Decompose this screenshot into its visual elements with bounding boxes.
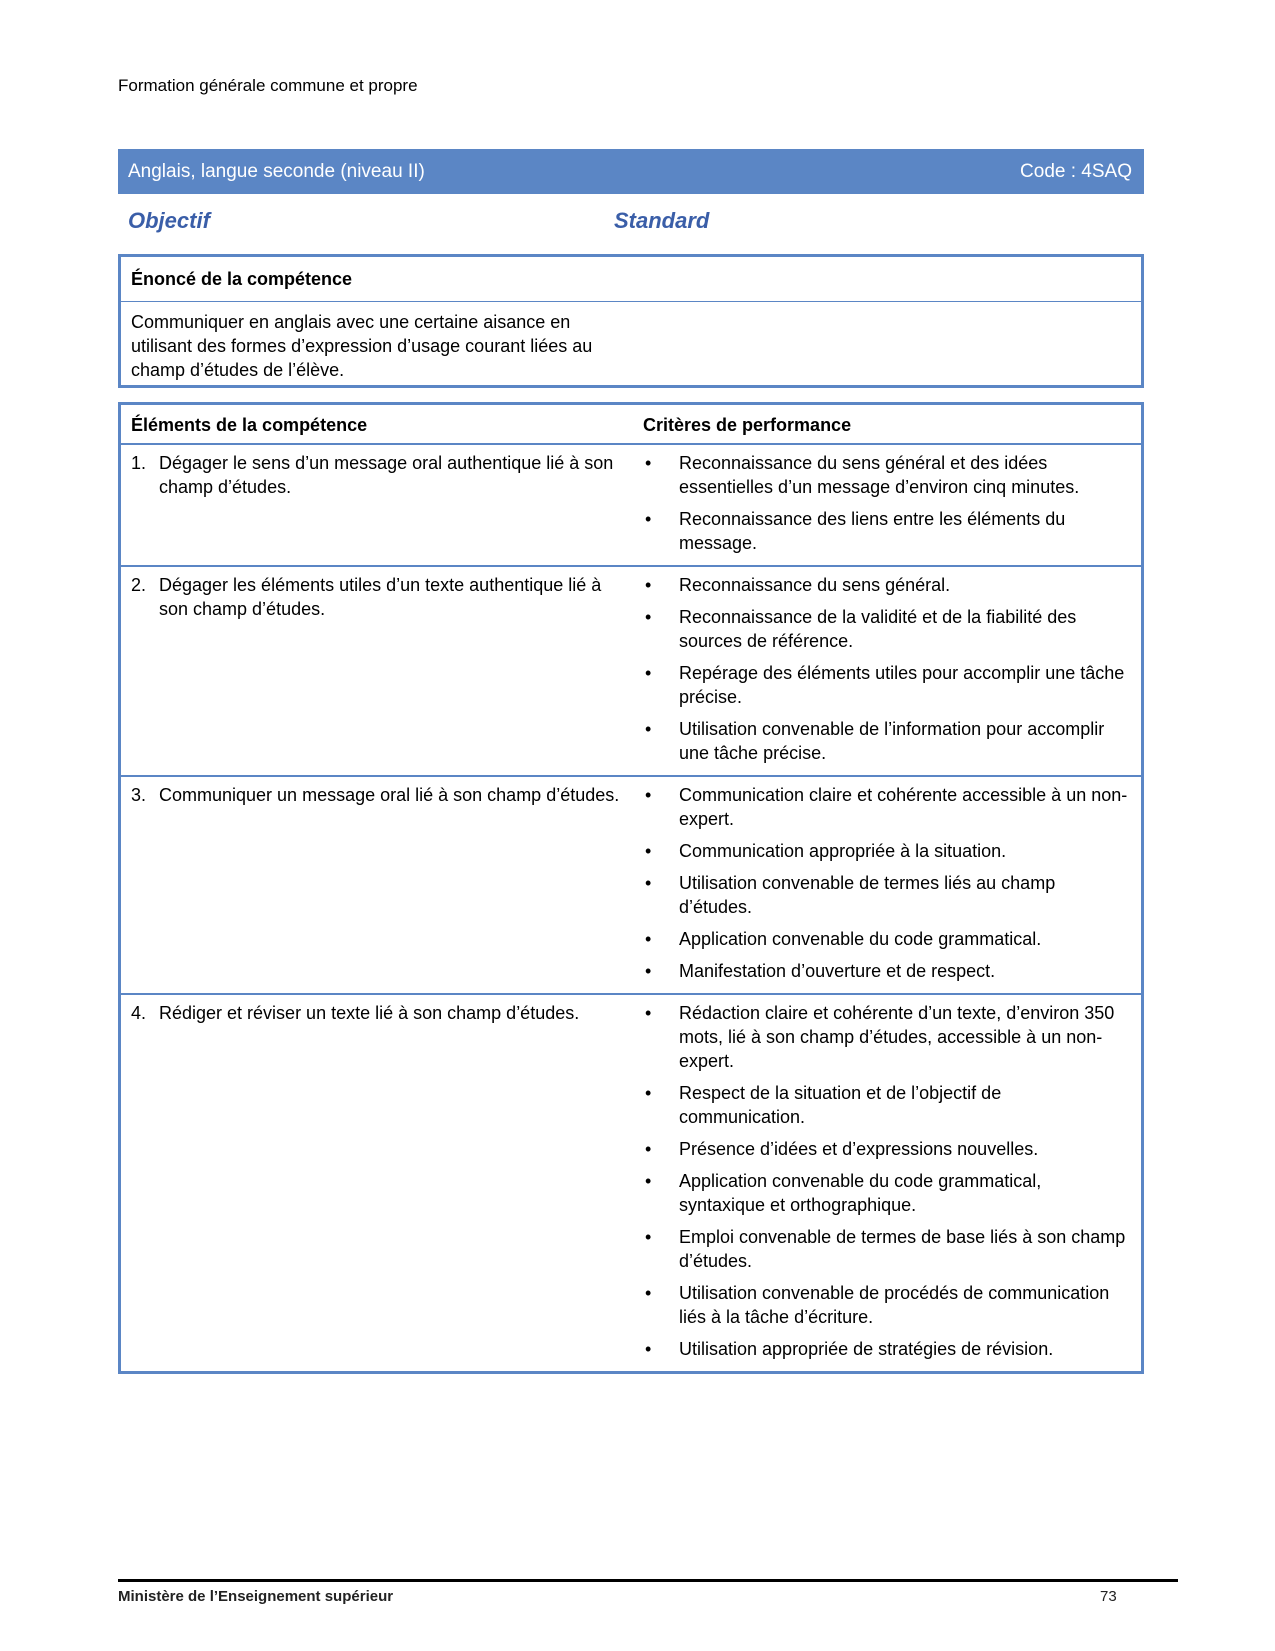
bullet-icon: • xyxy=(645,961,652,981)
table-body xyxy=(120,444,1143,1373)
bullet-icon: • xyxy=(645,663,652,683)
table-row xyxy=(120,566,1143,776)
criterion-text: Repérage des éléments utiles pour accomplir une tâche précise. xyxy=(679,663,1125,707)
criteria-cell xyxy=(633,566,1143,776)
element-cell xyxy=(120,566,634,776)
bullet-icon: • xyxy=(645,873,652,893)
element-cell xyxy=(120,994,634,1373)
statement-title: Énoncé de la compétence xyxy=(121,257,1141,302)
course-code: Code : 4SAQ xyxy=(1020,160,1132,182)
statement-text: Communiquer en anglais avec une certaine aisance en utilisant des formes d’expression d’usage courant liées au champ d’études de l’élève. xyxy=(131,312,593,380)
page-number: 73 xyxy=(1100,1588,1117,1605)
footer-rule xyxy=(118,1579,1178,1582)
criterion-text: Manifestation d’ouverture et de respect. xyxy=(679,961,996,981)
list-item xyxy=(643,661,1131,709)
course-title: Anglais, langue seconde (niveau II) xyxy=(128,160,425,182)
element-number: 2. xyxy=(131,575,147,595)
bullet-icon: • xyxy=(645,1227,652,1247)
criterion-text: Respect de la situation et de l’objectif de communication. xyxy=(679,1083,1002,1127)
criterion-text: Utilisation convenable de l’information pour accomplir une tâche précise. xyxy=(679,719,1105,763)
bullet-icon: • xyxy=(645,575,652,595)
competence-table xyxy=(118,402,1144,1374)
list-item xyxy=(643,605,1131,653)
competence-statement-box xyxy=(118,254,1144,388)
list-item xyxy=(643,927,1131,951)
bullet-icon: • xyxy=(645,453,652,473)
element-number: 3. xyxy=(131,785,147,805)
element-number: 4. xyxy=(131,1003,147,1023)
standard-heading: Standard xyxy=(614,208,710,233)
criterion-text: Utilisation appropriée de stratégies de révision. xyxy=(679,1339,1054,1359)
table-header-row xyxy=(120,404,1143,445)
list-item xyxy=(643,1225,1131,1273)
criterion-text: Communication appropriée à la situation. xyxy=(679,841,1007,861)
element-text: Dégager les éléments utiles d’un texte authentique lié à son champ d’études. xyxy=(159,575,602,619)
bullet-icon: • xyxy=(645,1139,652,1159)
criterion-text: Rédaction claire et cohérente d’un texte, d’environ 350 mots, lié à son champ d’études, accessible à un non-expert. xyxy=(679,1003,1115,1071)
list-item xyxy=(643,1337,1131,1361)
objectif-heading: Objectif xyxy=(128,208,210,233)
element-cell xyxy=(120,444,634,566)
col-header-criteria: Critères de performance xyxy=(633,404,1143,445)
element-number: 1. xyxy=(131,453,147,473)
list-item xyxy=(643,839,1131,863)
criterion-text: Reconnaissance du sens général. xyxy=(679,575,951,595)
criterion-text: Reconnaissance du sens général et des idées essentielles d’un message d’environ cinq minutes. xyxy=(679,453,1080,497)
element-text: Dégager le sens d’un message oral authentique lié à son champ d’études. xyxy=(159,453,614,497)
table-row xyxy=(120,776,1143,994)
bullet-icon: • xyxy=(645,607,652,627)
element-item xyxy=(131,783,623,807)
criteria-list xyxy=(643,783,1131,983)
criterion-text: Reconnaissance de la validité et de la fiabilité des sources de référence. xyxy=(679,607,1077,651)
list-item xyxy=(643,1001,1131,1073)
bullet-icon: • xyxy=(645,929,652,949)
bullet-icon: • xyxy=(645,785,652,805)
list-item xyxy=(643,871,1131,919)
bullet-icon: • xyxy=(645,509,652,529)
list-item xyxy=(643,1081,1131,1129)
list-item xyxy=(643,959,1131,983)
list-item xyxy=(643,1169,1131,1217)
criterion-text: Emploi convenable de termes de base liés à son champ d’études. xyxy=(679,1227,1126,1271)
criteria-list xyxy=(643,573,1131,765)
list-item xyxy=(643,451,1131,499)
criteria-cell xyxy=(633,994,1143,1373)
list-item xyxy=(643,1281,1131,1329)
bullet-icon: • xyxy=(645,1339,652,1359)
bullet-icon: • xyxy=(645,1083,652,1103)
bullet-icon: • xyxy=(645,841,652,861)
criterion-text: Application convenable du code grammatical. xyxy=(679,929,1042,949)
element-item xyxy=(131,1001,623,1025)
list-item xyxy=(643,1137,1131,1161)
bullet-icon: • xyxy=(645,1003,652,1023)
criterion-text: Application convenable du code grammatical, syntaxique et orthographique. xyxy=(679,1171,1042,1215)
element-item xyxy=(131,573,623,621)
footer-ministry: Ministère de l’Enseignement supérieur xyxy=(118,1588,394,1605)
running-head: Formation générale commune et propre xyxy=(118,76,418,95)
list-item xyxy=(643,573,1131,597)
element-item xyxy=(131,451,623,499)
element-cell xyxy=(120,776,634,994)
element-text: Rédiger et réviser un texte lié à son champ d’études. xyxy=(159,1003,580,1023)
table-row xyxy=(120,994,1143,1373)
list-item xyxy=(643,783,1131,831)
element-text: Communiquer un message oral lié à son champ d’études. xyxy=(159,785,620,805)
criterion-text: Reconnaissance des liens entre les éléments du message. xyxy=(679,509,1066,553)
criteria-cell xyxy=(633,776,1143,994)
list-item xyxy=(643,507,1131,555)
criterion-text: Présence d’idées et d’expressions nouvelles. xyxy=(679,1139,1039,1159)
course-title-bar xyxy=(118,149,1144,194)
col-header-elements: Éléments de la compétence xyxy=(120,404,634,445)
bullet-icon: • xyxy=(645,719,652,739)
criteria-list xyxy=(643,451,1131,555)
criteria-list xyxy=(643,1001,1131,1361)
list-item xyxy=(643,717,1131,765)
criterion-text: Utilisation convenable de procédés de communication liés à la tâche d’écriture. xyxy=(679,1283,1110,1327)
bullet-icon: • xyxy=(645,1171,652,1191)
criterion-text: Utilisation convenable de termes liés au champ d’études. xyxy=(679,873,1056,917)
criteria-cell xyxy=(633,444,1143,566)
criterion-text: Communication claire et cohérente accessible à un non-expert. xyxy=(679,785,1128,829)
bullet-icon: • xyxy=(645,1283,652,1303)
table-row xyxy=(120,444,1143,566)
